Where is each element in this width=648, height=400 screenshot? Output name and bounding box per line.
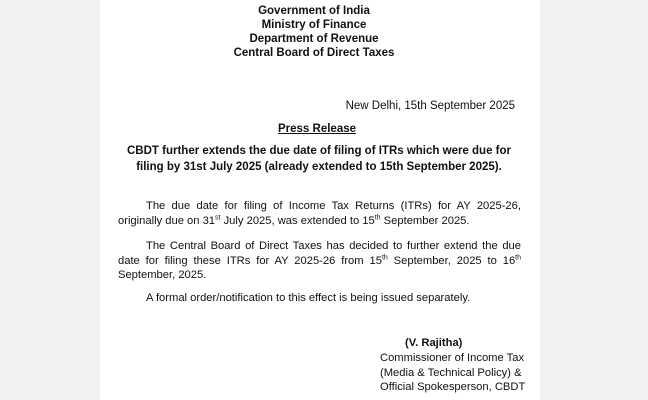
signatory-title-2: (Media & Technical Policy) & bbox=[380, 366, 522, 379]
p1-sup-b: th bbox=[374, 213, 381, 221]
paragraph-3 bbox=[118, 291, 521, 306]
signatory-block bbox=[380, 351, 540, 395]
p1-text-a: The due date for filing of Income Tax Returns (ITRs) for AY 2025-26, originally due on 31 bbox=[118, 200, 521, 227]
press-release-document bbox=[100, 0, 540, 400]
date-line: New Delhi, 15th September 2025 bbox=[345, 100, 515, 112]
signatory-title-1: Commissioner of Income Tax bbox=[380, 352, 525, 364]
p2-sup-a: th bbox=[381, 253, 388, 261]
subject-heading: CBDT further extends the due date of filing of ITRs which were due for filing by 31st July 2025 (already extended to 15th September 2025). bbox=[127, 145, 511, 173]
press-release-title: Press Release bbox=[278, 123, 357, 135]
p1-text-c: September 2025. bbox=[380, 214, 470, 227]
signatory-title-3: Official Spokesperson, CBDT bbox=[380, 381, 526, 393]
header-government: Government of India bbox=[258, 5, 370, 17]
header-department: Department of Revenue bbox=[249, 33, 379, 45]
p2-text-a: The Central Board of Direct Taxes has decided to further extend the due date for filing these ITRs for AY 2025-26 from 15 bbox=[118, 240, 521, 267]
p2-text-c: September, 2025. bbox=[118, 269, 207, 281]
p1-text-b: July 2025, was extended to 15 bbox=[220, 214, 375, 227]
p2-sup-b: th bbox=[515, 253, 522, 261]
paragraph-2 bbox=[118, 239, 521, 283]
paragraph-1 bbox=[118, 199, 521, 228]
p2-text-b: September, 2025 to 16 bbox=[387, 254, 516, 267]
p3-text: A formal order/notification to this effect is being issued separately. bbox=[146, 292, 471, 304]
header-ministry: Ministry of Finance bbox=[261, 19, 367, 31]
header-board: Central Board of Direct Taxes bbox=[233, 47, 395, 59]
signatory-name: (V. Rajitha) bbox=[405, 337, 463, 349]
p1-sup-a: st bbox=[215, 213, 221, 221]
